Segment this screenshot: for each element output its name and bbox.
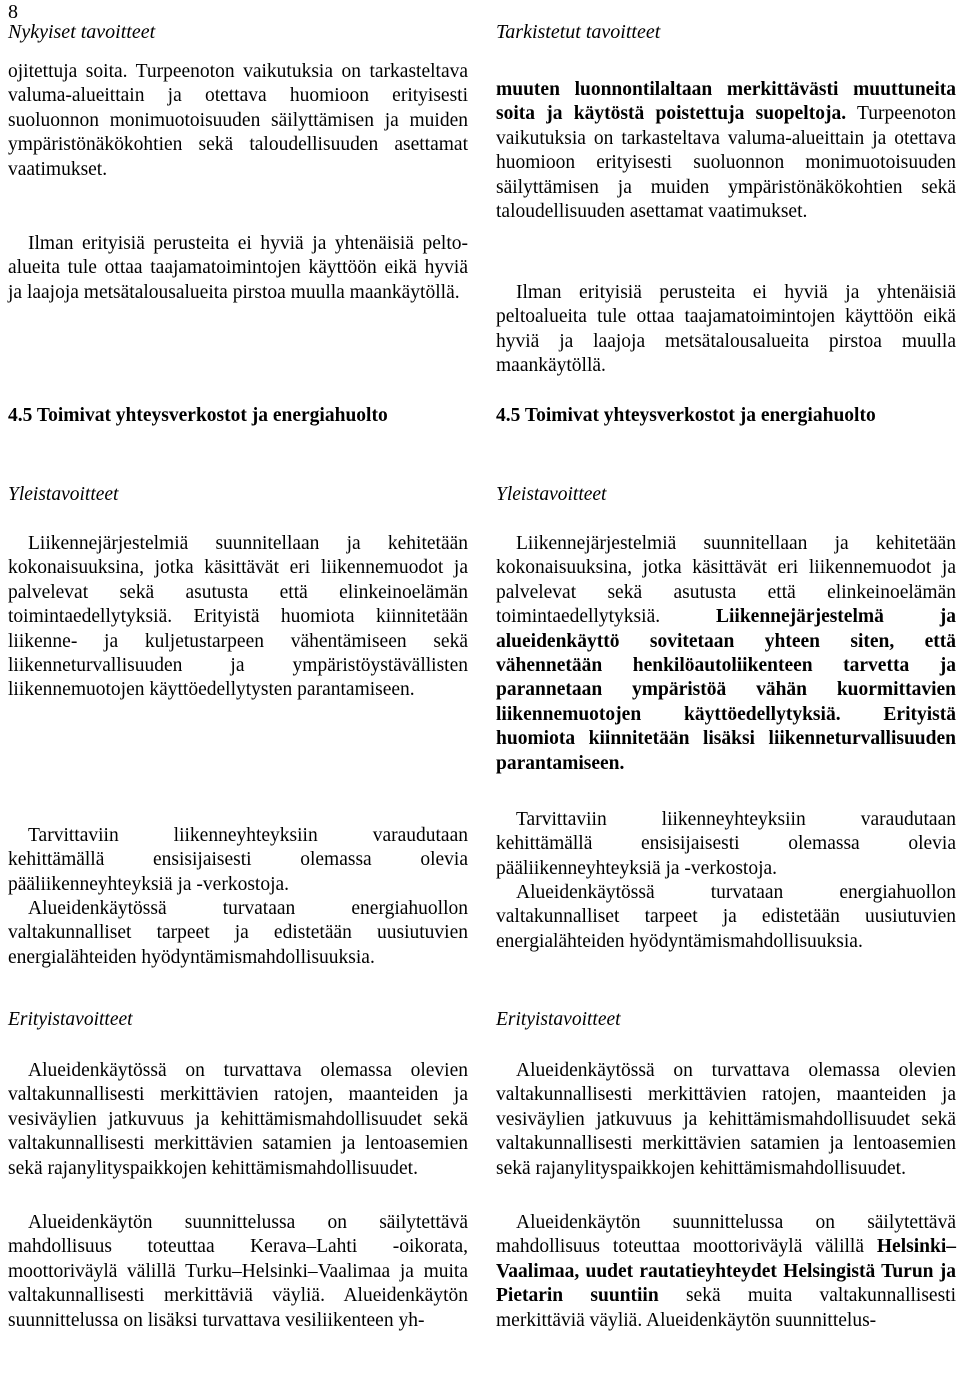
right-column-header: Tarkistetut tavoitteet — [496, 21, 661, 43]
left-paragraph-5: Alueidenkäytössä turvataan energiahuollon valtakunnalliset tarpeet ja edistetään uusiutuvien energialähteiden hyödyntämismahdollisuuksia. — [8, 898, 468, 968]
right-paragraph-1: muuten luonnontilaltaan merkittävästi muuttuneita soita ja käytöstä poistettuja suopeltoja. Turpeenoton vaikutuksia on tarkasteltava valuma-alueittain ja otettava huomioon erityisesti suoluonnon monimuotoisuuden säilyttämisen ja muiden ympäristönäkökohtien sekä taloudellisuuden asettamat vaatimukset. — [496, 79, 956, 223]
left-section-heading: 4.5 Toimivat yhteysverkostot ja energiahuolto — [8, 405, 388, 426]
right-subheading-general: Yleistavoitteet — [496, 484, 607, 505]
left-paragraph-1: ojitettuja soita. Turpeenoton vaikutuksia on tarkasteltava valuma-alueittain ja otettava huomioon erityisesti suoluonnon monimuotoisuuden säilyttämisen ja muiden ympäristönäkökohtien sekä taloudellisuuden asettamat vaatimukset. — [8, 61, 468, 180]
left-paragraph-7: Alueidenkäytön suunnittelussa on säilytettävä mahdollisuus toteuttaa Kerava–Lahti -oikorata, moottoriväylä välillä Turku–Helsinki–Vaalimaa ja muita valtakunnallisesti merkittäviä väyliä. Alueidenkäytön suunnittelussa on lisäksi turvattava vesiliikenteen yh- — [8, 1212, 468, 1331]
left-paragraph-4: Tarvittaviin liikenneyhteyksiin varaudutaan kehittämällä ensisijaisesti olemassa olevia pääliikenneyhteyksiä ja -verkostoja. — [8, 825, 468, 895]
right-subheading-specific: Erityistavoitteet — [496, 1009, 621, 1030]
right-paragraph-5: Alueidenkäytössä turvataan energiahuollon valtakunnalliset tarpeet ja edistetään uusiutuvien energialähteiden hyödyntämismahdollisuuksia. — [496, 882, 956, 952]
left-paragraph-2: Ilman erityisiä perusteita ei hyviä ja yhtenäisiä pelto-alueita tule ottaa taajamatoimintojen käyttöön eikä hyviä ja laajoja metsätalousalueita pirstoa muulla maankäytöllä. — [8, 233, 468, 303]
page-number: 8 — [8, 1, 18, 23]
left-paragraph-6: Alueidenkäytössä on turvattava olemassa olevien valtakunnallisesti merkittävien ratojen, maanteiden ja vesiväylien jatkuvuus ja kehittämismahdollisuudet sekä valtakunnallisesti merkittävien satamien ja lentoasemien sekä rajanylityspaikkojen kehittämismahdollisuudet. — [8, 1060, 468, 1179]
left-column-header: Nykyiset tavoitteet — [8, 21, 156, 43]
right-paragraph-4: Tarvittaviin liikenneyhteyksiin varaudutaan kehittämällä ensisijaisesti olemassa olevia pääliikenneyhteyksiä ja -verkostoja. — [496, 809, 956, 879]
left-subheading-general: Yleistavoitteet — [8, 484, 119, 505]
left-paragraph-3: Liikennejärjestelmiä suunnitellaan ja kehitetään kokonaisuuksina, jotka käsittävät eri liikennemuodot ja palvelevat sekä asutusta että elinkeinoelämän toimintaedellytyksiä. Erityistä huomiota kiinnitetään liikenne- ja kuljetustarpeen vähentämiseen sekä liikenneturvallisuuden ja ympäristöystävällisten liikennemuotojen käyttöedellytysten parantamiseen. — [8, 533, 468, 701]
left-subheading-specific: Erityistavoitteet — [8, 1009, 133, 1030]
right-paragraph-7: Alueidenkäytön suunnittelussa on säilytettävä mahdollisuus toteuttaa moottoriväylä välillä Helsinki–Vaalimaa, uudet rautatieyhteydet Helsingistä Turun ja Pietarin suuntiin sekä muita valtakunnallisesti merkittäviä väyliä. Alueidenkäytön suunnittelus- — [496, 1212, 956, 1331]
right-paragraph-3: Liikennejärjestelmiä suunnitellaan ja kehitetään kokonaisuuksina, jotka käsittävät eri liikennemuodot ja palvelevat sekä asutusta että elinkeinoelämän toimintaedellytyksiä. Liikennejärjestelmä ja alueidenkäyttö sovitetaan yhteen siten, että vähennetään henkilöautoliikenteen tarvetta ja parannetaan ympäristöä vähän kuormittavien liikennemuotojen käyttöedellytyksiä. Erityistä huomiota kiinnitetään lisäksi liikenneturvallisuuden parantamiseen. — [496, 533, 956, 774]
right-paragraph-2: Ilman erityisiä perusteita ei hyviä ja yhtenäisiä peltoalueita tule ottaa taajamatoimintojen käyttöön eikä hyviä ja laajoja metsätalousalueita pirstoa muulla maankäytöllä. — [496, 282, 956, 377]
right-section-heading: 4.5 Toimivat yhteysverkostot ja energiahuolto — [496, 405, 876, 426]
right-paragraph-6: Alueidenkäytössä on turvattava olemassa olevien valtakunnallisesti merkittävien ratojen, maanteiden ja vesiväylien jatkuvuus ja kehittämismahdollisuudet sekä valtakunnallisesti merkittävien satamien ja lentoasemien sekä rajanylityspaikkojen kehittämismahdollisuudet. — [496, 1060, 956, 1179]
